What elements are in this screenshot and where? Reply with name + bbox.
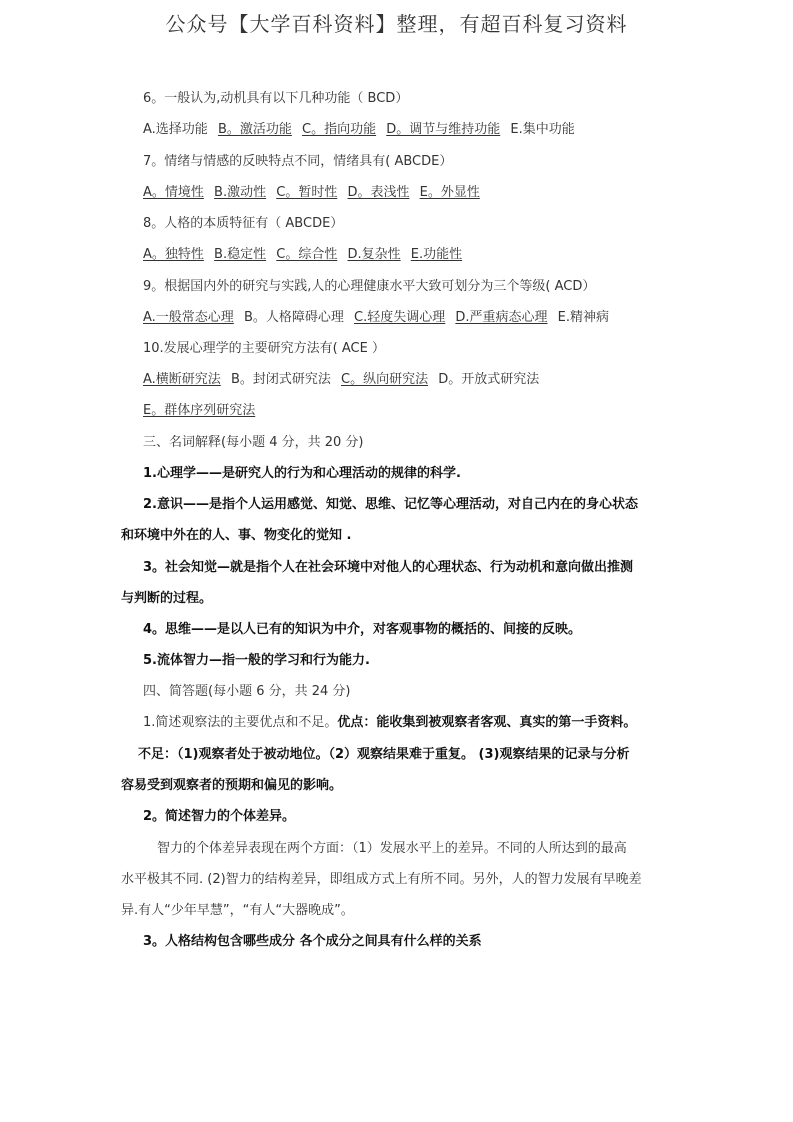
short-answer-2-para-line-3: 异.有人“少年早慧”，“有人“大器晚成”。	[121, 903, 354, 918]
question-8-stem: 8。人格的本质特征有（ ABCDE）	[143, 216, 344, 231]
option-e: E。外显性	[419, 185, 480, 200]
short-answer-1	[143, 714, 636, 732]
short-answer-1-question: 1.简述观察法的主要优点和不足。	[143, 715, 338, 730]
section-4-heading: 四、简答题(每小题 6 分，共 24 分)	[143, 684, 351, 699]
term-3-line-1: 3。社会知觉—就是指个人在社会环境中对他人的心理状态、行为动机和意向做出推测	[143, 560, 634, 575]
question-10-stem: 10.发展心理学的主要研究方法有( ACE ）	[143, 341, 385, 356]
option-c: C。指向功能	[302, 122, 377, 137]
question-9-options	[143, 309, 609, 327]
question-6-stem: 6。一般认为,动机具有以下几种功能（ BCD）	[143, 91, 409, 106]
short-answer-2-para-line-1: 智力的个体差异表现在两个方面：（1）发展水平上的差异。不同的人所达到的最高	[157, 841, 627, 856]
option-a: A。情境性	[143, 185, 204, 200]
option-e: E。群体序列研究法	[143, 403, 256, 418]
short-answer-2-question: 2。简述智力的个体差异。	[143, 809, 296, 824]
short-answer-1-disadvantages-line-1: 不足：（1)观察者处于被动地位。（2）观察结果难于重复。 (3)观察结果的记录与分析	[138, 747, 630, 762]
option-a: A.横断研究法	[143, 372, 221, 387]
option-d: D.复杂性	[347, 247, 401, 262]
question-10-options	[143, 371, 539, 389]
option-b: B。人格障碍心理	[243, 310, 344, 325]
term-1: 1.心理学——是研究人的行为和心理活动的规律的科学.	[143, 466, 461, 481]
option-b: B.激动性	[214, 185, 267, 200]
option-a: A.一般常态心理	[143, 310, 234, 325]
page-header: 公众号【大学百科资料】整理，有超百科复习资料	[165, 12, 628, 36]
option-c: C.轻度失调心理	[354, 310, 446, 325]
question-7-stem: 7。情绪与情感的反映特点不同，情绪具有( ABCDE）	[143, 154, 453, 169]
question-8-options	[143, 246, 462, 264]
option-d: D。开放式研究法	[438, 372, 540, 387]
term-4: 4。思维——是以人已有的知识为中介，对客观事物的概括的、间接的反映。	[143, 622, 582, 637]
question-9-stem: 9。根据国内外的研究与实践,人的心理健康水平大致可划分为三个等级( ACD）	[143, 279, 596, 294]
option-d: D。表浅性	[347, 185, 410, 200]
option-e: E.功能性	[410, 247, 463, 262]
option-b: B。封闭式研究法	[230, 372, 331, 387]
option-e: E.集中功能	[510, 122, 575, 137]
term-5: 5.流体智力—指一般的学习和行为能力.	[143, 653, 370, 668]
short-answer-3-question: 3。人格结构包含哪些成分 各个成分之间具有什么样的关系	[143, 934, 482, 949]
option-d: D.严重病态心理	[455, 310, 548, 325]
question-10-option-e-line	[143, 402, 255, 420]
question-7-options	[143, 184, 480, 202]
option-b: B.稳定性	[214, 247, 267, 262]
option-b: B。激活功能	[217, 122, 292, 137]
term-2-line-2: 和环境中外在的人、事、物变化的觉知 .	[121, 528, 352, 543]
option-e: E.精神病	[557, 310, 610, 325]
term-3-line-2: 与判断的过程。	[121, 591, 213, 606]
option-c: C。纵向研究法	[341, 372, 429, 387]
short-answer-1-advantages: 优点：能收集到被观察者客观、真实的第一手资料。	[337, 715, 637, 730]
option-c: C。综合性	[276, 247, 338, 262]
short-answer-1-disadvantages-line-2: 容易受到观察者的预期和偏见的影响。	[121, 778, 343, 793]
option-a: A。独特性	[143, 247, 204, 262]
option-a: A.选择功能	[143, 122, 208, 137]
option-c: C。暂时性	[276, 185, 338, 200]
section-3-heading: 三、名词解释(每小题 4 分，共 20 分)	[143, 435, 364, 450]
option-d: D。调节与维持功能	[386, 122, 501, 137]
short-answer-2-para-line-2: 水平极其不同. (2)智力的结构差异，即组成方式上有所不同。另外，人的智力发展有早晚差	[121, 872, 642, 887]
question-6-options	[143, 121, 575, 139]
term-2-line-1: 2.意识——是指个人运用感觉、知觉、思维、记忆等心理活动，对自己内在的身心状态	[143, 497, 638, 512]
